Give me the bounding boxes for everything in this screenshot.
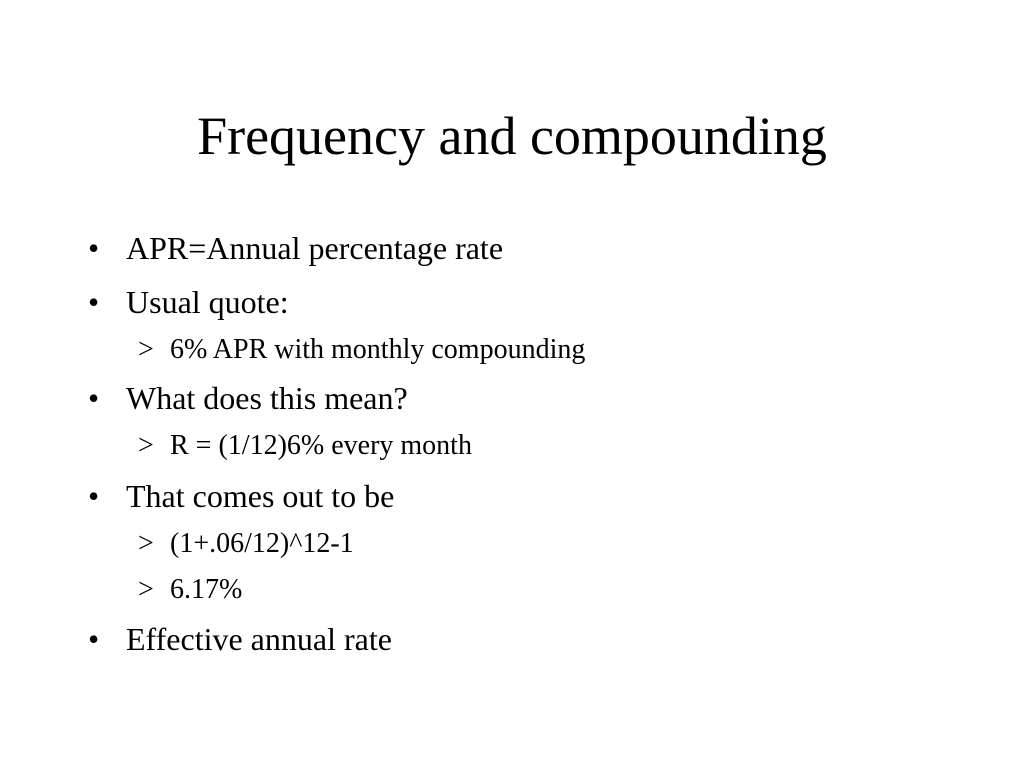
sub-bullet-text: R = (1/12)6% every month <box>170 430 472 461</box>
bullet-icon: • <box>88 284 100 320</box>
bullet-text: What does this mean? <box>126 380 408 416</box>
sub-bullet-text: (1+.06/12)^12-1 <box>170 528 354 559</box>
slide-title: Frequency and compounding <box>197 106 827 166</box>
sub-bullet-text: 6.17% <box>170 574 243 605</box>
sub-bullet-icon: > <box>138 430 154 461</box>
sub-bullet-icon: > <box>138 528 154 559</box>
bullet-text: Effective annual rate <box>126 621 392 657</box>
sub-bullet-text: 6% APR with monthly compounding <box>170 334 586 365</box>
bullet-icon: • <box>88 478 100 514</box>
sub-bullet-icon: > <box>138 574 154 605</box>
sub-bullet-icon: > <box>138 334 154 365</box>
bullet-icon: • <box>88 380 100 416</box>
bullet-text: Usual quote: <box>126 284 289 320</box>
bullet-icon: • <box>88 621 100 657</box>
bullet-text: APR=Annual percentage rate <box>126 230 504 266</box>
bullet-icon: • <box>88 230 100 266</box>
bullet-text: That comes out to be <box>126 478 395 514</box>
